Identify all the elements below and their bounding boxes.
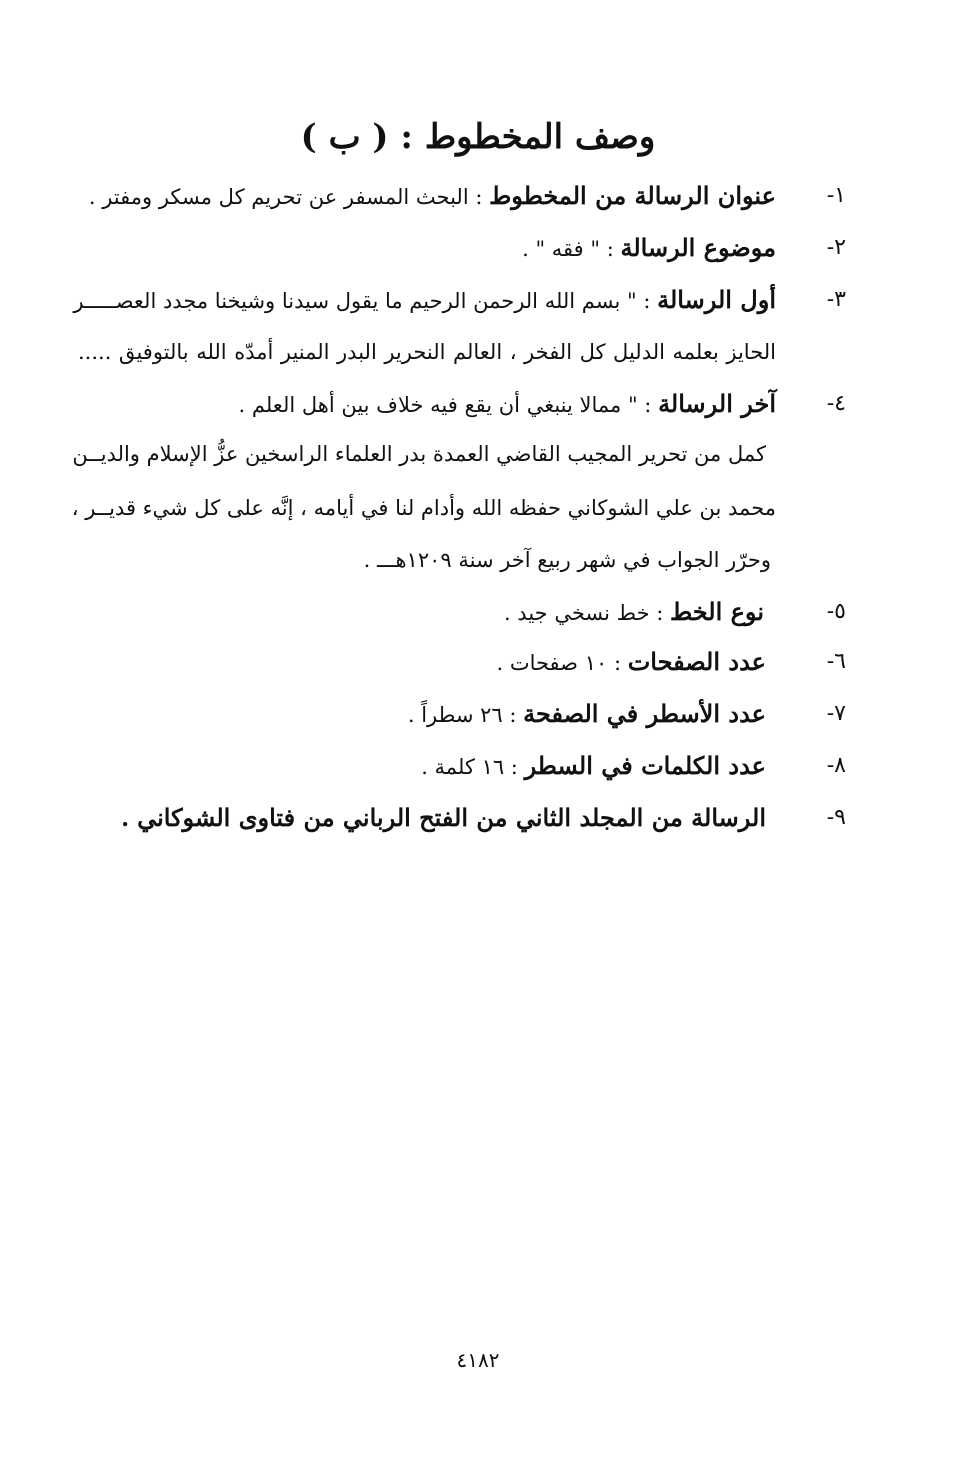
- item-number: ١-: [826, 183, 846, 208]
- item-text: : " بسم الله الرحمن الرحيم ما يقول سيدنا وشيخنا مجدد العصـــــر: [73, 289, 658, 313]
- paragraph-line: [0, 428, 956, 480]
- item-number: ٨-: [826, 753, 846, 778]
- page-title: وصف المخطوط : ( ب ): [300, 117, 656, 157]
- item-content: [239, 378, 776, 432]
- item-number: ٩-: [826, 805, 846, 830]
- item-text: : البحث المسفر عن تحريم كل مسكر ومفتر .: [88, 185, 490, 209]
- page-number: ٤١٨٢: [456, 1348, 500, 1372]
- item-content: [496, 636, 766, 690]
- item-label: نوع الخط: [669, 597, 764, 626]
- continuation-line: [0, 326, 956, 378]
- item-number: ٦-: [826, 649, 846, 674]
- item-number: ٧-: [826, 701, 846, 726]
- item-content: [522, 222, 776, 276]
- list-item: [0, 740, 956, 792]
- item-number: ٢-: [826, 235, 846, 260]
- list-item: [0, 792, 956, 844]
- item-content: [504, 586, 764, 640]
- list-item: [0, 636, 956, 688]
- list-item: [0, 586, 956, 638]
- item-text: : " ممالا ينبغي أن يقع فيه خلاف بين أهل العلم .: [238, 393, 659, 417]
- item-content: [408, 688, 766, 742]
- item-text: : " فقه " .: [522, 237, 621, 261]
- paragraph-text: كمل من تحرير المجيب القاضي العمدة بدر العلماء الراسخين عزُّ الإسلام والديــن: [72, 442, 766, 466]
- item-content: [121, 792, 766, 846]
- item-text: .: [121, 805, 138, 832]
- item-label: عدد الأسطر في الصفحة: [523, 699, 766, 728]
- item-label: عدد الصفحات: [627, 647, 766, 676]
- list-item: [0, 170, 956, 222]
- paragraph-text: وحرّر الجواب في شهر ربيع آخر سنة ١٢٠٩هـــ .: [363, 548, 771, 572]
- item-text: : خط نسخي جيد .: [503, 601, 670, 625]
- list-item: [0, 222, 956, 274]
- item-content: [73, 274, 776, 328]
- item-content: [421, 740, 766, 794]
- list-item: [0, 378, 956, 430]
- paragraph-line: [0, 534, 956, 586]
- item-label: الرسالة من المجلد الثاني من الفتح الرباني من فتاوى الشوكاني: [137, 803, 766, 832]
- item-text: : ٢٦ سطراً .: [407, 703, 524, 727]
- list-item: [0, 688, 956, 740]
- item-content: [89, 170, 776, 224]
- list-item: [0, 274, 956, 326]
- item-label: عدد الكلمات في السطر: [524, 751, 766, 780]
- item-number: ٥-: [826, 599, 846, 624]
- item-label: موضوع الرسالة: [620, 233, 776, 262]
- item-label: آخر الرسالة: [658, 389, 776, 418]
- item-text: : ١٦ كلمة .: [421, 755, 525, 779]
- item-label: عنوان الرسالة من المخطوط: [489, 181, 776, 210]
- continuation-text: الحايز بعلمه الدليل كل الفخر ، العالم النحرير البدر المنير أمدّه الله بالتوفيق .....: [78, 340, 776, 364]
- item-label: أول الرسالة: [657, 285, 776, 314]
- item-number: ٤-: [826, 391, 846, 416]
- item-text: : ١٠ صفحات .: [496, 651, 628, 675]
- paragraph-line: [0, 482, 956, 534]
- paragraph-text: محمد بن علي الشوكاني حفظه الله وأدام لنا في أيامه ، إنَّه على كل شيء قديــر ،: [71, 496, 776, 520]
- item-number: ٣-: [826, 287, 846, 312]
